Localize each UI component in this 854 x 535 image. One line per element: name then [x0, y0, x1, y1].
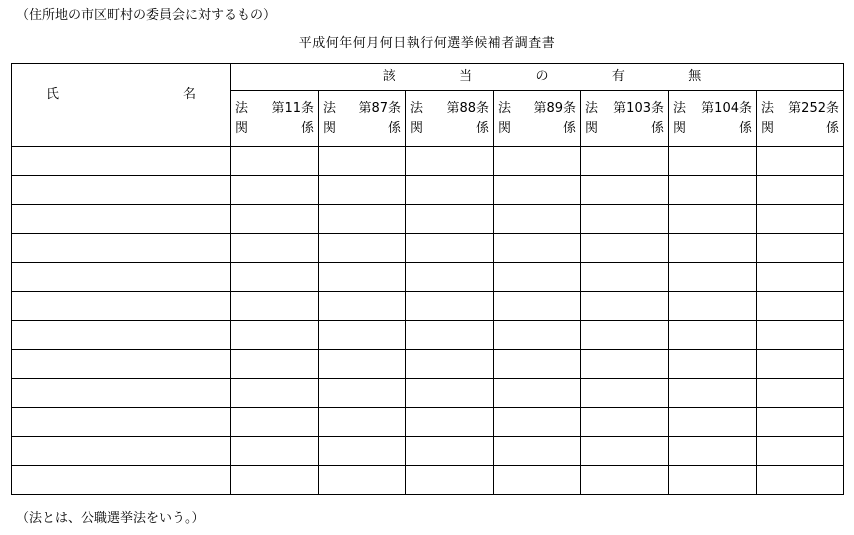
applicability-cell[interactable] — [319, 263, 406, 292]
applicability-cell[interactable] — [319, 205, 406, 234]
applicability-cell[interactable] — [757, 321, 844, 350]
law-prefix: 法 — [323, 100, 337, 116]
applicability-cell[interactable] — [406, 263, 494, 292]
table-row — [12, 292, 844, 321]
applicability-cell[interactable] — [581, 321, 669, 350]
relation-char: 関 — [323, 120, 337, 136]
name-header-char: 名 — [182, 87, 196, 102]
applicability-cell[interactable] — [319, 234, 406, 263]
name-cell[interactable] — [12, 205, 231, 234]
applicability-cell[interactable] — [406, 176, 494, 205]
applicability-cell[interactable] — [757, 147, 844, 176]
applicability-cell[interactable] — [231, 205, 319, 234]
applicability-cell[interactable] — [319, 176, 406, 205]
relation-char: 関 — [498, 120, 512, 136]
applicability-cell[interactable] — [757, 350, 844, 379]
group-header-char: 当 — [459, 69, 473, 84]
law-article: 第104条 — [701, 100, 752, 116]
law-prefix: 法 — [498, 100, 512, 116]
law-column-header — [494, 91, 581, 147]
name-cell[interactable] — [12, 147, 231, 176]
applicability-cell[interactable] — [406, 321, 494, 350]
applicability-cell[interactable] — [581, 437, 669, 466]
applicability-cell[interactable] — [319, 408, 406, 437]
applicability-cell[interactable] — [319, 292, 406, 321]
law-column-header — [757, 91, 844, 147]
relation-char: 関 — [761, 120, 775, 136]
table-row — [12, 205, 844, 234]
applicability-cell[interactable] — [406, 437, 494, 466]
table-row — [12, 147, 844, 176]
applicability-cell[interactable] — [494, 350, 581, 379]
name-cell[interactable] — [12, 176, 231, 205]
applicability-cell[interactable] — [231, 147, 319, 176]
survey-table — [11, 63, 844, 495]
relation-char: 関 — [585, 120, 599, 136]
applicability-cell[interactable] — [669, 437, 757, 466]
name-cell[interactable] — [12, 408, 231, 437]
applicability-cell[interactable] — [231, 350, 319, 379]
applicability-cell[interactable] — [231, 408, 319, 437]
group-header-char: 有 — [611, 69, 625, 84]
applicability-cell[interactable] — [319, 437, 406, 466]
applicability-cell[interactable] — [231, 379, 319, 408]
name-header — [12, 87, 230, 103]
applicability-header-cell — [231, 64, 844, 91]
applicability-cell[interactable] — [494, 437, 581, 466]
applicability-cell[interactable] — [669, 176, 757, 205]
name-cell[interactable] — [12, 466, 231, 495]
applicability-cell[interactable] — [231, 437, 319, 466]
applicability-cell[interactable] — [581, 292, 669, 321]
bottom-note: （法とは、公職選挙法をいう。） — [16, 511, 205, 526]
applicability-cell[interactable] — [581, 350, 669, 379]
law-prefix: 法 — [761, 100, 775, 116]
law-prefix: 法 — [585, 100, 599, 116]
law-column-header — [669, 91, 757, 147]
applicability-cell[interactable] — [319, 379, 406, 408]
applicability-cell[interactable] — [669, 263, 757, 292]
applicability-cell[interactable] — [406, 292, 494, 321]
law-article: 第87条 — [358, 100, 401, 116]
applicability-cell[interactable] — [494, 379, 581, 408]
applicability-cell[interactable] — [581, 147, 669, 176]
name-header-char: 氏 — [46, 87, 60, 102]
applicability-cell[interactable] — [231, 234, 319, 263]
applicability-cell[interactable] — [581, 466, 669, 495]
applicability-cell[interactable] — [669, 321, 757, 350]
applicability-cell[interactable] — [669, 147, 757, 176]
top-note: （住所地の市区町村の委員会に対するもの） — [16, 8, 277, 23]
applicability-cell[interactable] — [581, 379, 669, 408]
applicability-cell[interactable] — [669, 408, 757, 437]
applicability-cell[interactable] — [494, 234, 581, 263]
applicability-cell[interactable] — [406, 147, 494, 176]
applicability-cell[interactable] — [319, 147, 406, 176]
applicability-cell[interactable] — [494, 466, 581, 495]
table-row — [12, 263, 844, 292]
applicability-cell[interactable] — [494, 321, 581, 350]
applicability-cell[interactable] — [406, 379, 494, 408]
applicability-cell[interactable] — [581, 234, 669, 263]
applicability-cell[interactable] — [494, 147, 581, 176]
applicability-cell[interactable] — [406, 466, 494, 495]
relation-char: 係 — [387, 120, 401, 136]
applicability-cell[interactable] — [406, 408, 494, 437]
applicability-cell[interactable] — [494, 263, 581, 292]
applicability-cell[interactable] — [757, 437, 844, 466]
applicability-cell[interactable] — [757, 379, 844, 408]
relation-char: 係 — [738, 120, 752, 136]
table-row — [12, 350, 844, 379]
relation-char: 係 — [562, 120, 576, 136]
name-cell[interactable] — [12, 350, 231, 379]
table-row — [12, 234, 844, 263]
applicability-cell[interactable] — [669, 466, 757, 495]
applicability-cell[interactable] — [757, 408, 844, 437]
applicability-cell[interactable] — [757, 292, 844, 321]
law-prefix: 法 — [673, 100, 687, 116]
group-header-char: 該 — [382, 69, 396, 84]
name-cell[interactable] — [12, 379, 231, 408]
applicability-cell[interactable] — [406, 350, 494, 379]
applicability-cell[interactable] — [406, 205, 494, 234]
law-column-header — [406, 91, 494, 147]
applicability-cell[interactable] — [757, 205, 844, 234]
applicability-cell[interactable] — [581, 176, 669, 205]
applicability-cell[interactable] — [757, 176, 844, 205]
applicability-cell[interactable] — [231, 466, 319, 495]
relation-char: 係 — [650, 120, 664, 136]
applicability-cell[interactable] — [669, 379, 757, 408]
relation-char: 関 — [235, 120, 249, 136]
table-row — [12, 379, 844, 408]
applicability-cell[interactable] — [757, 234, 844, 263]
applicability-cell[interactable] — [494, 176, 581, 205]
document-title: 平成何年何月何日執行何選挙候補者調査書 — [298, 36, 556, 51]
applicability-cell[interactable] — [231, 292, 319, 321]
applicability-cell[interactable] — [669, 205, 757, 234]
law-prefix: 法 — [410, 100, 424, 116]
table-row — [12, 176, 844, 205]
group-header-char: 無 — [688, 69, 702, 84]
relation-char: 係 — [825, 120, 839, 136]
applicability-cell[interactable] — [494, 205, 581, 234]
name-header-cell — [12, 64, 231, 147]
applicability-cell[interactable] — [669, 350, 757, 379]
applicability-cell[interactable] — [319, 321, 406, 350]
law-article: 第103条 — [613, 100, 664, 116]
applicability-cell[interactable] — [669, 292, 757, 321]
table-row — [12, 408, 844, 437]
law-column-header — [581, 91, 669, 147]
applicability-cell[interactable] — [494, 408, 581, 437]
table-row — [12, 466, 844, 495]
applicability-cell[interactable] — [494, 292, 581, 321]
relation-char: 係 — [300, 120, 314, 136]
applicability-cell[interactable] — [581, 263, 669, 292]
name-cell[interactable] — [12, 292, 231, 321]
table-row — [12, 437, 844, 466]
group-header-char: の — [535, 69, 549, 84]
name-cell[interactable] — [12, 437, 231, 466]
relation-char: 関 — [410, 120, 424, 136]
law-article: 第88条 — [446, 100, 489, 116]
applicability-cell[interactable] — [231, 263, 319, 292]
applicability-cell[interactable] — [581, 205, 669, 234]
applicability-cell[interactable] — [319, 466, 406, 495]
applicability-cell[interactable] — [581, 408, 669, 437]
name-cell[interactable] — [12, 234, 231, 263]
applicability-cell[interactable] — [406, 234, 494, 263]
law-column-header — [231, 91, 319, 147]
law-prefix: 法 — [235, 100, 249, 116]
applicability-cell[interactable] — [231, 176, 319, 205]
applicability-cell[interactable] — [757, 263, 844, 292]
law-article: 第11条 — [271, 100, 314, 116]
relation-char: 係 — [475, 120, 489, 136]
relation-char: 関 — [673, 120, 687, 136]
applicability-cell[interactable] — [319, 350, 406, 379]
table-row — [12, 321, 844, 350]
law-article: 第252条 — [788, 100, 839, 116]
name-cell[interactable] — [12, 263, 231, 292]
applicability-cell[interactable] — [231, 321, 319, 350]
law-article: 第89条 — [533, 100, 576, 116]
law-column-header — [319, 91, 406, 147]
applicability-cell[interactable] — [757, 466, 844, 495]
name-cell[interactable] — [12, 321, 231, 350]
applicability-cell[interactable] — [669, 234, 757, 263]
